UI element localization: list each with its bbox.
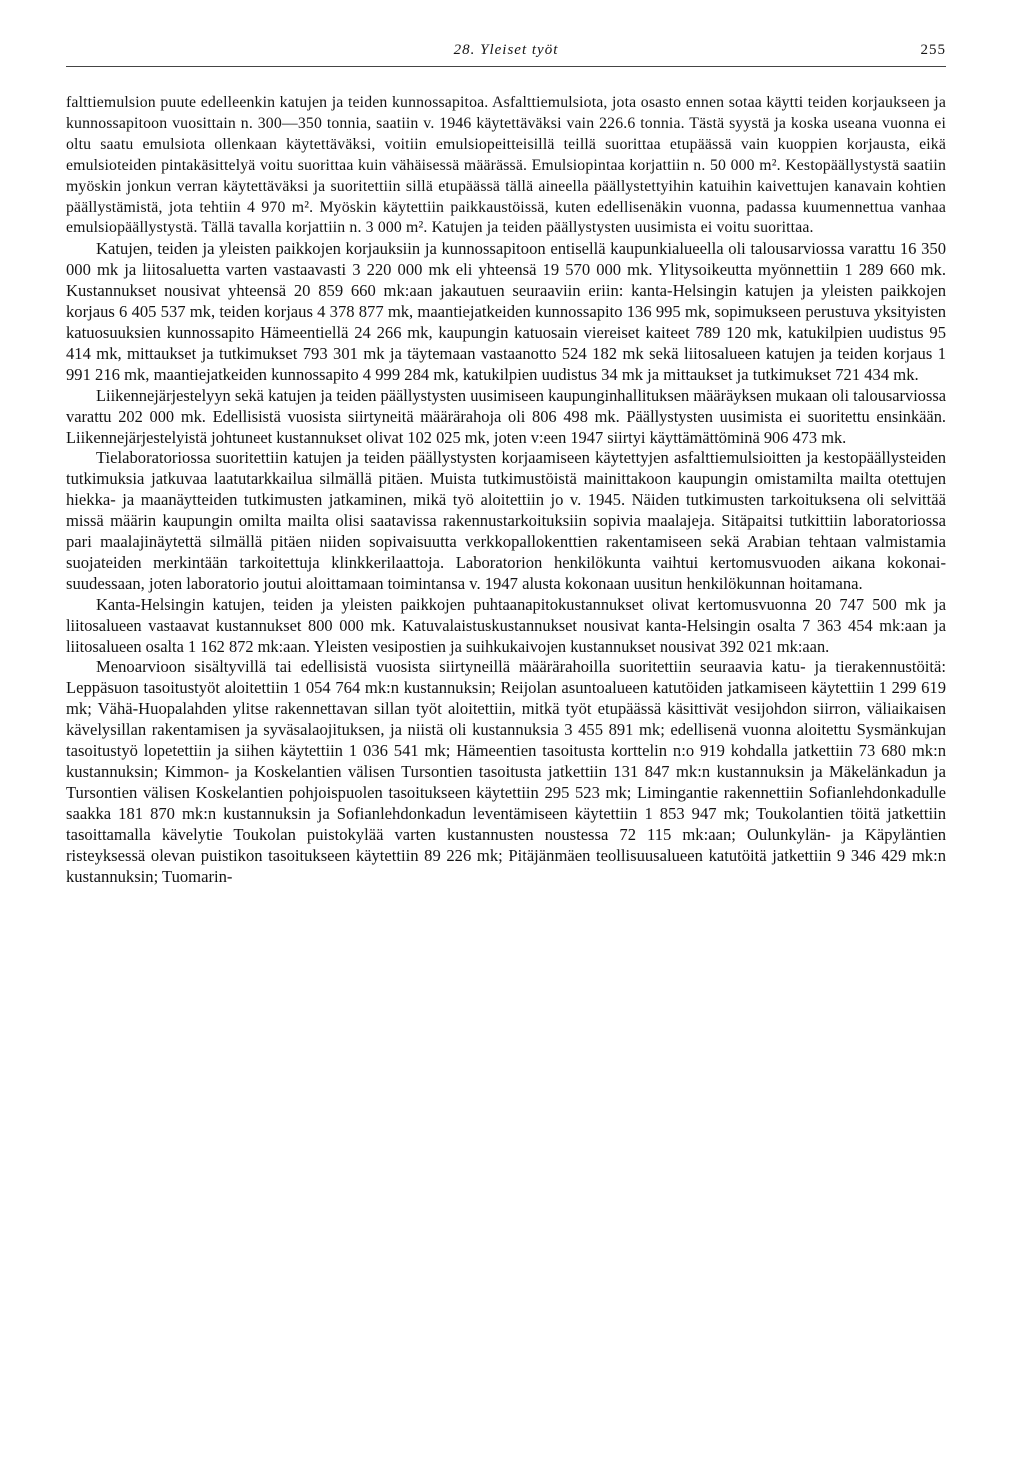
paragraph-construction: Menoarvioon sisältyvillä tai edellisistä vuosista siirtyneillä määrärahoilla suoritettiin seuraavia katu- ja tierakennustöitä: Leppäsuon tasoitustyöt aloitettiin 1 054 764 mk:n kustannuksin; Reijolan asuntoalueen katutöiden jatkamiseen käytettiin 1 299 619 mk; Vähä-Huopalahden ylitse rakennettavan sillan työt aloitettiin, mitkä työt etupäässä käsittivät vesijohdon siirron, väliaikaisen kävelysillan rakentamisen ja syväsalaojituksen, ja niistä oli kustannuksia 3 455 891 mk; edellisenä vuonna aloitettu Sysmänkujan tasoitustyö lopetettiin ja siihen käytettiin 1 036 541 mk; Hämeentien tasoitusta korttelin n:o 919 kohdalla jatkettiin 73 680 mk:n kustannuksin; Kimmon- ja Koskelantien välisen Tursontien tasoitusta jatkettiin 131 847 mk:n kustannuksin ja Mäkelänkadun ja Tursontien välisen Koskelantien pohjoispuolen tasoitukseen käytettiin 295 523 mk; Limingantie rakennettiin Sofianlehdonkadulle saakka 181 870 mk:n kustannuksin ja Sofianlehdonkadun leventämiseen käytettiin 1 853 947 mk; Toukolantien töitä jatkettiin tasoittamalla kävelytie Toukolan puistokylää varten kustannusten noustessa 72 115 mk:aan; Oulunkylän- ja Käpyläntien risteyksessä olevan puistikon tasoitukseen käytettiin 89 226 mk; Pitäjänmäen teollisuusalueen katutöitä jatkettiin 9 346 429 mk:n kustannuksin; Tuomarin-: [66, 657, 946, 886]
page-header: [66, 40, 946, 66]
document-page: [66, 40, 946, 887]
paragraph-maintenance-costs: Katujen, teiden ja yleisten paikkojen korjauksiin ja kunnossapitoon entisellä kaupunkialueella oli talousarviossa varattu 16 350 000 mk ja liitosaluetta varten vastaavasti 3 220 000 mk eli yhteensä 19 570 000 mk. Ylitysoikeutta myönnettiin 1 289 660 mk. Kustannukset nousivat yhteensä 20 859 660 mk:aan jakautuen seuraaviin eriin: kanta-Helsingin katujen ja yleisten paikkojen korjaus 6 405 537 mk, teiden korjaus 4 378 877 mk, maantiejatkeiden kunnossapito 136 995 mk, sopimukseen perustuva yksityisten katuosuuksien kunnossapito Hämeentiellä 24 266 mk, kaupungin katuosain viereiset kaiteet 789 120 mk, katukilpien uudistus 95 414 mk, mittaukset ja tutkimukset 793 301 mk ja täytemaan vastaanotto 524 182 mk sekä liitosalueen katujen ja teiden korjaus 1 991 216 mk, maantiejatkeiden kunnossapito 4 999 284 mk, katukilpien uudistus 34 mk ja mittaukset ja tutkimukset 721 434 mk.: [66, 239, 946, 384]
page-number: 255: [920, 42, 946, 58]
header-rule: [66, 66, 946, 67]
paragraph-laboratory: Tielaboratoriossa suoritettiin katujen ja teiden päällystysten korjaamiseen käytettyjen asfalttiemulsioitten ja kestopäällysteiden tutkimuksia jatkuvaa laatutarkkailua silmällä pitäen. Muista tutkimustöistä mainittakoon kaupungin omistamilta mailta otettujen hiekka- ja maanäytteiden tutkimusten jatkaminen, mikä työ aloitettiin jo v. 1945. Näiden tutkimusten tarkoituksena oli selvittää missä määrin kaupungin omilta mailta olisi saatavissa rakennustarkoituksiin sopivia maalajeja. Sitäpaitsi tutkittiin laboratoriossa pari maalajinäytettä silmällä pitäen niiden sopivaisuutta verkkopallokenttien rakentamiseen sekä Arabian tehtaan valmistamia suojateiden merkintään tarkoitettuja klinkkerilaattoja. Laboratorion henkilökunta vaihtui kertomusvuoden aikana kokonaisuudessaan, joten laboratorio joutui aloittamaan toimintansa v. 1947 alusta kokonaan uusitun henkilökunnan hoitamana.: [66, 448, 946, 593]
paragraph-cleaning: Kanta-Helsingin katujen, teiden ja yleisten paikkojen puhtaanapitokustannukset olivat kertomusvuonna 20 747 500 mk ja liitosalueen vastaavat kustannukset 800 000 mk. Katuvalaistuskustannukset nousivat kanta-Helsingin osalta 7 363 454 mk:aan ja liitosalueen osalta 1 162 872 mk:aan. Yleisten vesipostien ja suihkukaivojen kustannukset nousivat 392 021 mk:aan.: [66, 594, 946, 656]
paragraph-traffic: Liikennejärjestelyyn sekä katujen ja teiden päällystysten uusimiseen kaupunginhallituksen määräyksen mukaan oli talousarviossa varattu 202 000 mk. Edellisistä vuosista siirtyneitä määrärahoja oli 806 498 mk. Päällystysten uusimista ei suoritettu ensinkään. Liikennejärjestelyistä johtuneet kustannukset olivat 102 025 mk, joten v:een 1947 siirtyi käyttämättöminä 906 473 mk.: [66, 385, 946, 447]
paragraph-emulsion: falttiemulsion puute edelleenkin katujen ja teiden kunnossapitoa. Asfalttiemulsiota, jota osasto ennen sotaa käytti teiden korjaukseen ja kunnossapitoon vuosittain n. 300—350 tonnia, saatiin v. 1946 käytettäväksi vain 226.6 tonnia. Tästä syystä ja koska useana vuonna ei oltu saatu emulsiota ollenkaan käytettäväksi, voitiin emulsiopeitteisillä teillä suorittaa etupäässä vain kuoppien korjausta, eikä emulsioteiden pintakäsittelyä voitu suorittaa kuin vähäisessä määrässä. Emulsiopintaa korjattiin n. 50 000 m². Kestopäällystystä saatiin myöskin jonkun verran käytettäväksi ja suoritettiin sillä etupäässä tällä aineella päällystettyihin katuihin kaivettujen kanavain kohtien päällystämistä, jota tehtiin 4 970 m². Myöskin käytettiin paikkaustöissä, kuten edellisenäkin vuonna, padassa kuumennettua vanhaa emulsiopäällystystä. Tällä tavalla korjattiin n. 3 000 m². Katujen ja teiden päällystysten uusimista ei voitu suorittaa.: [66, 94, 946, 237]
body-text: [66, 93, 946, 887]
section-title: 28. Yleiset työt: [453, 42, 559, 58]
